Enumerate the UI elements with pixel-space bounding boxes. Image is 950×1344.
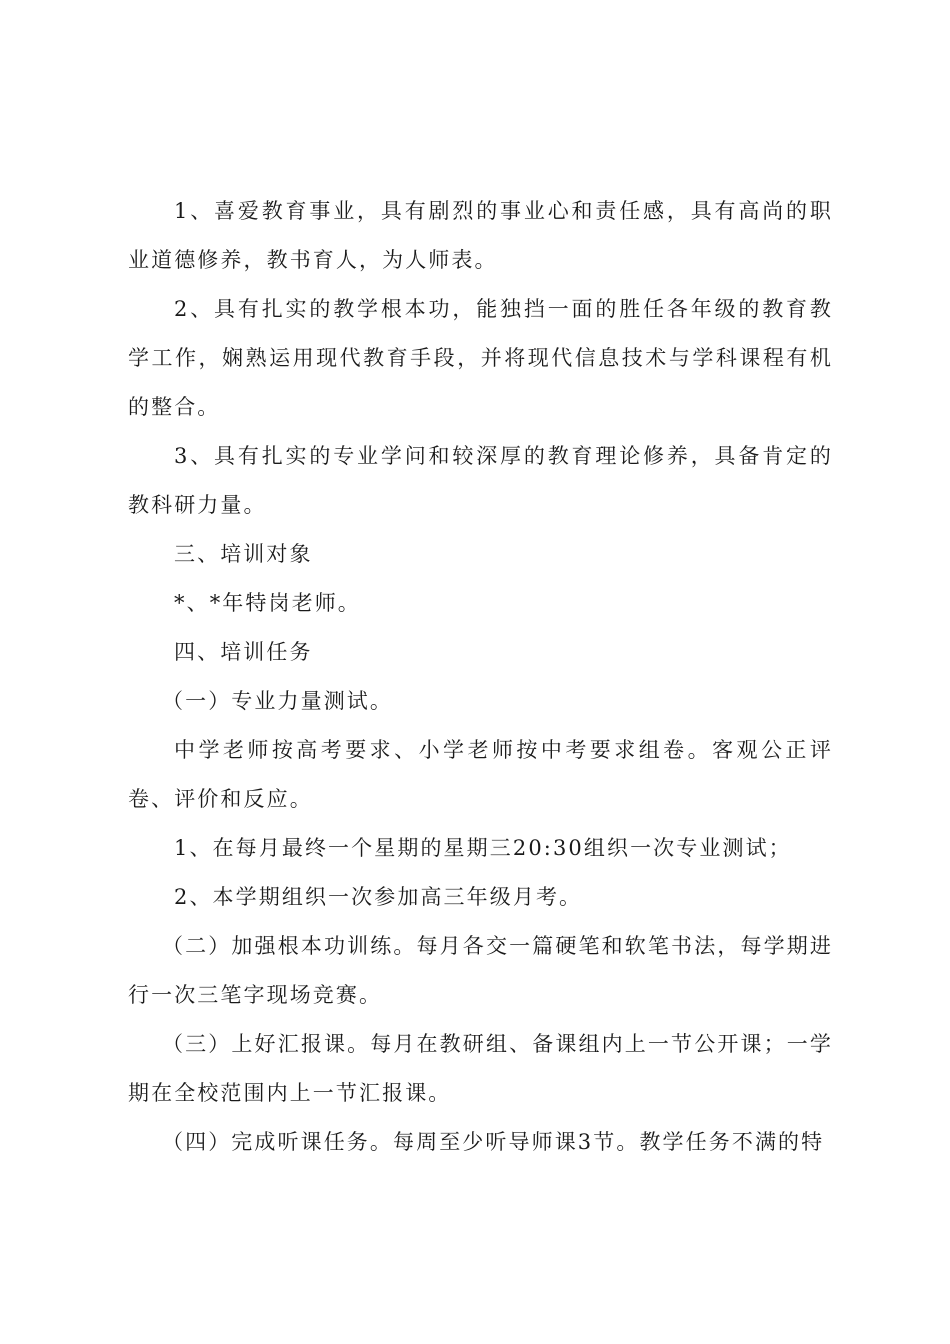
task-1-description: 中学老师按高考要求、小学老师按中考要求组卷。客观公正评卷、评价和反应。 (128, 738, 833, 811)
task-4-paragraph: （四）完成听课任务。每周至少听导师课3节。教学任务不满的特 (162, 1130, 825, 1154)
task-3-paragraph: （三）上好汇报课。每月在教研组、备课组内上一节公开课；一学期在全校范围内上一节汇报课。 (128, 1032, 833, 1105)
task-1-item-1: 1、在每月最终一个星期的星期三20:30组织一次专业测试； (174, 836, 792, 860)
document-body (128, 187, 833, 1167)
requirement-3: 3、具有扎实的专业学问和较深厚的教育理论修养，具备肯定的教科研力量。 (128, 444, 833, 517)
training-target-text: *、*年特岗老师。 (174, 591, 361, 615)
requirement-2: 2、具有扎实的教学根本功，能独挡一面的胜任各年级的教育教学工作，娴熟运用现代教育手段，并将现代信息技术与学科课程有机的整合。 (128, 297, 833, 419)
section-heading-training-tasks: 四、培训任务 (174, 640, 313, 664)
task-1-item-2: 2、本学期组织一次参加高三年级月考。 (174, 885, 583, 909)
section-heading-training-target: 三、培训对象 (174, 542, 313, 566)
requirement-1: 1、喜爱教育事业，具有剧烈的事业心和责任感，具有高尚的职业道德修养，教书育人，为人师表。 (128, 199, 833, 272)
task-2-paragraph: （二）加强根本功训练。每月各交一篇硬笔和软笔书法，每学期进行一次三笔字现场竞赛。 (128, 934, 833, 1007)
task-1-heading: （一）专业力量测试。 (162, 689, 393, 713)
